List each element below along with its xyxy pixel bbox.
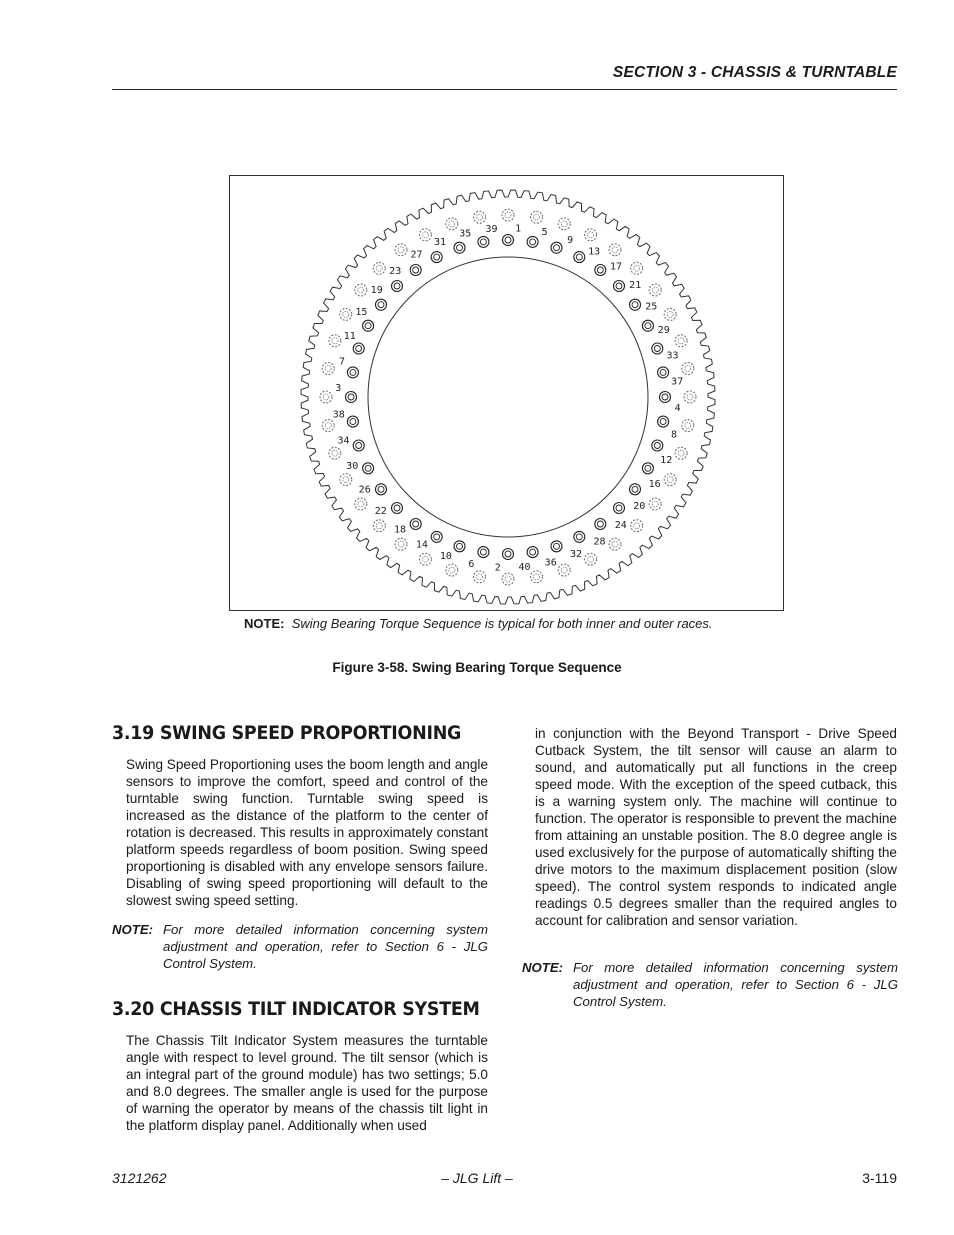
bolt-number-label: 39	[485, 223, 498, 235]
outer-bolt-hole	[340, 308, 352, 320]
outer-bolt-hole-inner	[612, 247, 618, 253]
header-rule	[112, 89, 897, 90]
inner-bolt-hole-core	[457, 245, 463, 251]
inner-bolt-hole-core	[632, 486, 638, 492]
outer-bolt-hole	[395, 244, 407, 256]
bolt-number-label: 21	[629, 280, 642, 292]
bolt-number-label: 11	[343, 330, 356, 342]
outer-bolt-hole-inner	[323, 394, 329, 400]
outer-bolt-hole-inner	[678, 338, 684, 344]
inner-bolt-hole-core	[645, 465, 651, 471]
inner-bolt-hole	[376, 299, 387, 310]
inner-bolt-hole-core	[378, 302, 384, 308]
bolt-number-label: 15	[355, 306, 368, 318]
note-text: For more detailed information concerning system adjustment and operation, refer to Section 6 - JLG Control System.	[163, 922, 488, 971]
outer-bolt-hole-inner	[561, 221, 567, 227]
outer-bolt-hole	[684, 391, 696, 403]
heading-3-19: 3.19 SWING SPEED PROPORTIONING	[112, 722, 462, 744]
outer-bolt-hole	[664, 474, 676, 486]
outer-bolt-hole	[502, 573, 514, 585]
inner-bolt-hole-core	[365, 323, 371, 329]
bolt-number-label: 34	[337, 435, 350, 447]
bolt-number-label: 32	[569, 548, 583, 560]
inner-bolt-hole-core	[356, 346, 362, 352]
inner-bolt-hole-core	[576, 254, 582, 260]
outer-bolt-hole	[558, 218, 570, 230]
outer-bolt-hole	[419, 229, 431, 241]
inner-bolt-hole	[478, 236, 489, 247]
figure-note	[244, 616, 713, 631]
inner-bolt-hole	[376, 484, 387, 495]
outer-bolt-hole	[373, 262, 385, 274]
outer-bolt-hole-inner	[505, 576, 511, 582]
bolt-number-label: 26	[358, 484, 371, 496]
paragraph-3-20-left: The Chassis Tilt Indicator System measures the turntable angle with respect to level ground. The tilt sensor (which is an integral part of the ground module) has two settings; 5.0 and 8.0 degrees. The smaller angle is used for the purpose of warning the operator by means of the chassis tilt light in the platform display panel. Additionally when used	[126, 1033, 488, 1133]
bolt-number-label: 20	[633, 501, 646, 512]
inner-bolt-hole	[574, 252, 585, 263]
outer-bolt-hole	[682, 363, 694, 375]
outer-bolt-hole	[631, 262, 643, 274]
bolt-number-label: 3	[335, 382, 342, 394]
bolt-number-label: 12	[660, 455, 673, 467]
swing-bearing-diagram	[230, 176, 785, 612]
inner-bolt-hole	[527, 236, 538, 247]
outer-bolt-hole	[340, 474, 352, 486]
outer-bolt-hole-inner	[376, 265, 382, 271]
outer-bolt-hole	[329, 447, 341, 459]
outer-bolt-hole-inner	[343, 477, 349, 483]
note-text: For more detailed information concerning system adjustment and operation, refer to Section 6 - JLG Control System.	[573, 960, 898, 1009]
outer-bolt-hole-inner	[332, 450, 338, 456]
inner-bolt-hole	[551, 541, 562, 552]
inner-bolt-hole-core	[616, 505, 622, 511]
bolt-number-label: 18	[393, 524, 407, 536]
inner-bolt-hole	[347, 367, 358, 378]
outer-bolt-hole-inner	[588, 556, 594, 562]
inner-bolt-hole-core	[662, 394, 668, 400]
outer-bolt-hole	[474, 571, 486, 583]
inner-bolt-hole	[392, 281, 403, 292]
inner-bolt-hole-core	[350, 369, 356, 375]
bolt-number-label: 14	[415, 539, 428, 551]
outer-bolt-hole	[373, 520, 385, 532]
outer-bolt-hole	[531, 211, 543, 223]
bolt-number-label: 9	[567, 234, 574, 246]
outer-bolt-hole-inner	[449, 221, 455, 227]
inner-bolt-hole	[614, 281, 625, 292]
bolt-number-label: 23	[389, 265, 402, 277]
inner-bolt-hole	[614, 503, 625, 514]
section-header-title: SECTION 3 - CHASSIS & TURNTABLE	[612, 64, 897, 81]
bolt-number-label: 4	[674, 403, 681, 415]
figure-caption: Figure 3-58. Swing Bearing Torque Sequence	[332, 660, 622, 675]
inner-bolt-hole-core	[378, 486, 384, 492]
outer-bolt-hole-inner	[398, 247, 404, 253]
inner-bolt-hole-core	[654, 346, 660, 352]
inner-bolt-hole	[454, 242, 465, 253]
inner-bolt-hole-core	[597, 267, 603, 273]
outer-bolt-hole-inner	[667, 477, 673, 483]
inner-race-circle	[368, 257, 648, 537]
outer-bolt-hole-inner	[477, 574, 483, 580]
outer-bolt-hole-inner	[358, 501, 364, 507]
bolt-number-label: 10	[439, 551, 452, 563]
outer-bolt-hole-inner	[343, 311, 349, 317]
outer-bolt-hole	[558, 564, 570, 576]
inner-bolt-hole	[353, 343, 364, 354]
inner-bolt-hole-core	[576, 534, 582, 540]
outer-bolt-hole-inner	[612, 541, 618, 547]
inner-bolt-hole	[346, 392, 357, 403]
bolt-number-label: 35	[459, 228, 472, 240]
bolt-number-label: 19	[370, 285, 383, 296]
bolt-number-label: 13	[588, 246, 601, 258]
inner-bolt-hole	[595, 519, 606, 530]
bolt-number-label: 38	[332, 409, 345, 421]
inner-bolt-hole-core	[413, 521, 419, 527]
inner-bolt-hole	[527, 547, 538, 558]
bolt-number-label: 30	[346, 461, 359, 472]
inner-bolt-hole	[660, 392, 671, 403]
outer-bolt-hole	[446, 218, 458, 230]
inner-bolt-hole	[454, 541, 465, 552]
inner-bolt-hole-core	[413, 267, 419, 273]
note-label: NOTE:	[112, 922, 154, 937]
outer-bolt-hole	[322, 420, 334, 432]
outer-bolt-hole-inner	[652, 501, 658, 507]
outer-bolt-hole-inner	[325, 366, 331, 372]
paragraph-3-19: Swing Speed Proportioning uses the boom length and angle sensors to improve the comfort, speed and control of the turntable swing function. Turntable swing speed is increased as the distance of the platform to the center of rotation is decreased. This results in approximately constant platform speeds regardless of boom position. Swing speed proportioning is disabled with any envelope sensors failure. Disabling of swing speed proportioning will default to the slowest swing speed setting.	[126, 757, 488, 908]
inner-bolt-hole	[410, 265, 421, 276]
inner-bolt-hole-core	[616, 283, 622, 289]
outer-bolt-hole	[320, 391, 332, 403]
outer-bolt-hole-inner	[325, 423, 331, 429]
figure-note-text: Swing Bearing Torque Sequence is typical for both inner and outer races.	[291, 616, 713, 631]
outer-bolt-hole	[531, 571, 543, 583]
bolt-number-label: 22	[374, 505, 387, 517]
inner-bolt-hole-core	[480, 549, 486, 555]
outer-bolt-hole-inner	[332, 338, 338, 344]
outer-bolt-hole-inner	[358, 287, 364, 293]
outer-bolt-hole-inner	[652, 287, 658, 293]
outer-bolt-hole	[329, 335, 341, 347]
outer-bolt-hole-inner	[634, 265, 640, 271]
outer-bolt-hole-inner	[561, 567, 567, 573]
outer-bolt-hole-inner	[667, 311, 673, 317]
gear-teeth	[301, 190, 715, 604]
inner-bolt-hole-core	[394, 283, 400, 289]
outer-bolt-hole-inner	[477, 214, 483, 220]
heading-3-20: 3.20 CHASSIS TILT INDICATOR SYSTEM	[112, 998, 480, 1020]
inner-bolt-hole	[630, 484, 641, 495]
outer-bolt-hole-inner	[534, 574, 540, 580]
footer-center: – JLG Lift –	[441, 1170, 513, 1186]
inner-bolt-hole	[652, 343, 663, 354]
bolt-number-label: 6	[468, 559, 475, 570]
inner-bolt-hole	[658, 416, 669, 427]
outer-bolt-hole	[682, 420, 694, 432]
inner-bolt-hole-core	[654, 443, 660, 449]
outer-bolt-hole	[609, 538, 621, 550]
inner-bolt-hole-core	[645, 323, 651, 329]
note-3-19	[112, 921, 488, 975]
bolt-number-label: 40	[518, 562, 531, 574]
inner-bolt-hole-core	[554, 245, 560, 251]
inner-bolt-hole-core	[394, 505, 400, 511]
inner-bolt-hole	[363, 463, 374, 474]
outer-bolt-hole	[446, 564, 458, 576]
outer-bolt-hole-inner	[534, 214, 540, 220]
inner-bolt-hole	[347, 416, 358, 427]
inner-bolt-hole-core	[505, 237, 511, 243]
footer-doc-number: 3121262	[112, 1170, 167, 1186]
inner-bolt-hole	[410, 519, 421, 530]
outer-bolt-hole	[355, 284, 367, 296]
outer-bolt-hole-inner	[634, 523, 640, 529]
outer-bolt-hole	[474, 211, 486, 223]
bolt-number-label: 24	[614, 520, 627, 532]
outer-bolt-hole	[355, 498, 367, 510]
inner-bolt-hole	[652, 440, 663, 451]
outer-bolt-hole	[419, 553, 431, 565]
inner-bolt-hole-core	[348, 394, 354, 400]
inner-bolt-hole-core	[356, 443, 362, 449]
figure-note-label: NOTE:	[244, 616, 285, 631]
bolt-number-label: 16	[648, 479, 661, 491]
note-3-20	[522, 959, 898, 1013]
inner-bolt-hole-core	[632, 302, 638, 308]
paragraph-3-20-right: in conjunction with the Beyond Transport - Drive Speed Cutback System, the tilt sensor will cause an alarm to sound, and automatically put all functions in the creep speed mode. With the exception of the speed cutback, this is a warning system only. The machine will continue to function. The operator is responsible to prevent the machine from attaining an unstable position. The 8.0 degree angle is used exclusively for the purpose of automatically shifting the drive motors to the maximum displacement position (slow speed). The control system responds to indicated angle readings 0.5 degrees smaller than the required angles to account for calibration and sensor variation.	[535, 726, 897, 928]
outer-bolt-hole	[395, 538, 407, 550]
outer-bolt-hole	[649, 284, 661, 296]
outer-bolt-hole	[675, 447, 687, 459]
bolt-number-label: 1	[515, 223, 522, 235]
outer-bolt-hole-inner	[422, 232, 428, 238]
inner-bolt-hole-core	[365, 465, 371, 471]
note-label: NOTE:	[522, 960, 564, 975]
inner-bolt-hole-core	[480, 239, 486, 245]
inner-bolt-hole	[431, 531, 442, 542]
inner-bolt-hole-core	[597, 521, 603, 527]
bolt-number-label: 37	[671, 376, 684, 388]
outer-bolt-hole-inner	[376, 523, 382, 529]
outer-bolt-hole-inner	[398, 541, 404, 547]
inner-bolt-hole	[642, 320, 653, 331]
inner-bolt-hole	[503, 235, 514, 246]
bolt-number-label: 17	[609, 261, 623, 273]
outer-bolt-hole-inner	[678, 450, 684, 456]
inner-bolt-hole	[630, 299, 641, 310]
inner-bolt-hole	[392, 503, 403, 514]
outer-bolt-hole	[609, 244, 621, 256]
inner-bolt-hole-core	[350, 419, 356, 425]
outer-bolt-hole	[585, 553, 597, 565]
inner-bolt-hole	[478, 547, 489, 558]
outer-bolt-hole	[502, 209, 514, 221]
inner-bolt-hole-core	[434, 534, 440, 540]
bolt-number-label: 33	[666, 350, 679, 362]
inner-bolt-hole-core	[530, 239, 536, 245]
inner-bolt-hole	[503, 549, 514, 560]
inner-bolt-hole-core	[457, 543, 463, 549]
outer-bolt-hole	[585, 229, 597, 241]
inner-bolt-hole	[658, 367, 669, 378]
bolt-number-label: 5	[541, 227, 548, 238]
bolt-number-label: 31	[433, 237, 447, 249]
outer-bolt-hole	[631, 520, 643, 532]
bolt-number-label: 29	[657, 325, 670, 336]
footer-page-number: 3-119	[862, 1170, 897, 1186]
inner-bolt-hole-core	[530, 549, 536, 555]
outer-bolt-hole-inner	[685, 366, 691, 372]
inner-bolt-hole-core	[554, 543, 560, 549]
inner-bolt-hole	[642, 463, 653, 474]
inner-bolt-hole-core	[434, 254, 440, 260]
bolt-number-label: 25	[645, 301, 658, 313]
inner-bolt-hole	[353, 440, 364, 451]
outer-bolt-hole-inner	[685, 423, 691, 429]
inner-bolt-hole	[595, 265, 606, 276]
bolt-number-label: 7	[338, 356, 346, 368]
inner-bolt-hole-core	[505, 551, 511, 557]
outer-bolt-hole	[664, 308, 676, 320]
bolt-number-label: 27	[410, 249, 423, 261]
bolt-number-label: 36	[544, 557, 557, 569]
bolt-number-label: 8	[670, 429, 678, 441]
inner-bolt-hole-core	[660, 369, 666, 375]
outer-bolt-hole	[675, 335, 687, 347]
inner-bolt-hole	[363, 320, 374, 331]
outer-bolt-hole-inner	[687, 394, 693, 400]
bolt-number-label: 2	[494, 562, 501, 574]
outer-bolt-hole-inner	[505, 212, 511, 218]
outer-bolt-hole-inner	[588, 232, 594, 238]
swing-bearing-figure	[229, 175, 784, 611]
outer-bolt-hole	[322, 363, 334, 375]
inner-bolt-hole	[574, 531, 585, 542]
inner-bolt-hole	[431, 252, 442, 263]
outer-bolt-hole-inner	[422, 556, 428, 562]
inner-bolt-hole-core	[660, 419, 666, 425]
outer-bolt-hole	[649, 498, 661, 510]
bolt-number-label: 28	[593, 536, 606, 548]
outer-bolt-hole-inner	[449, 567, 455, 573]
inner-bolt-hole	[551, 242, 562, 253]
